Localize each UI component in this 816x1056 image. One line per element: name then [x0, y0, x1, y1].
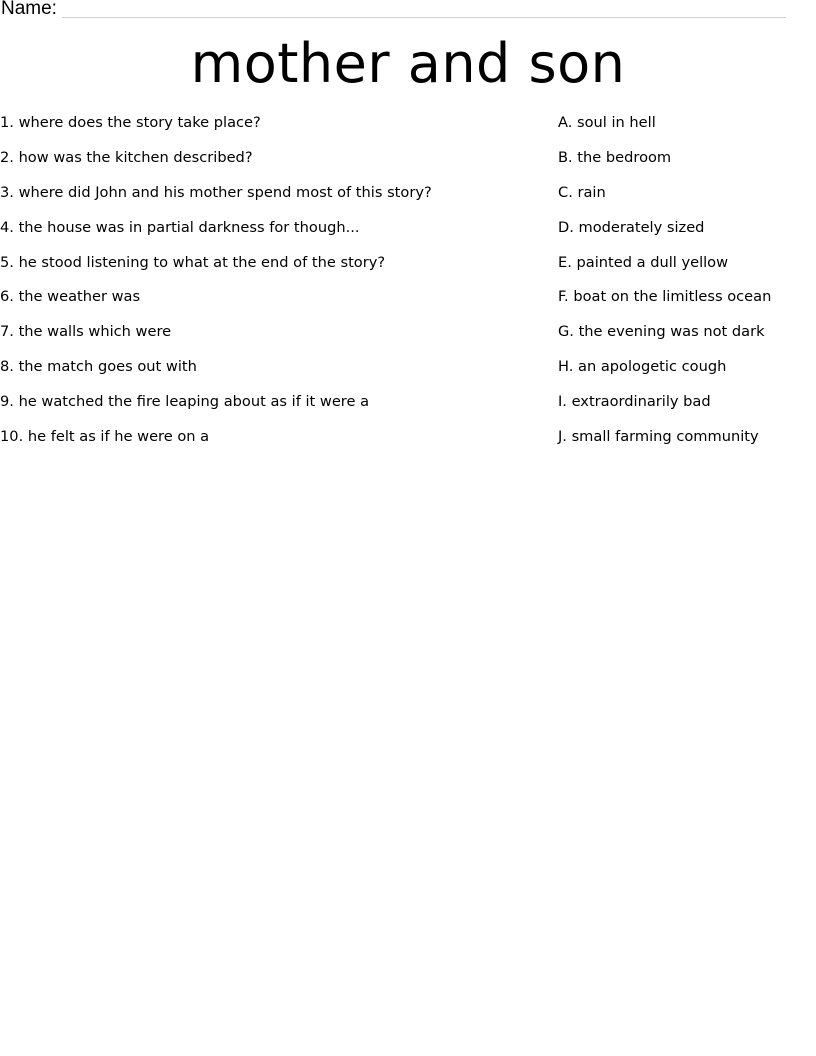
question-item: 4. the house was in partial darkness for though... [0, 218, 360, 236]
answer-item: B. the bedroom [558, 148, 672, 166]
name-input-line[interactable] [62, 17, 786, 18]
question-item: 7. the walls which were [0, 323, 172, 341]
name-row [0, 0, 790, 22]
answer-item: G. the evening was not dark [558, 323, 765, 341]
question-item: 2. how was the kitchen described? [0, 148, 253, 166]
answer-list [558, 112, 812, 461]
question-item: 5. he stood listening to what at the end of the story? [0, 253, 386, 271]
worksheet-title: mother and son [190, 32, 626, 95]
name-label: Name: [1, 0, 57, 19]
question-list [0, 112, 540, 461]
answer-item: J. small farming community [558, 428, 759, 446]
answer-item: I. extraordinarily bad [558, 393, 711, 411]
answer-item: A. soul in hell [558, 114, 656, 131]
question-item: 1. where does the story take place? [0, 114, 261, 131]
answer-item: C. rain [558, 183, 606, 201]
question-item: 3. where did John and his mother spend most of this story? [0, 183, 432, 201]
answer-item: F. boat on the limitless ocean [558, 288, 772, 306]
question-item: 9. he watched the fire leaping about as if it were a [0, 393, 370, 411]
question-item: 10. he felt as if he were on a [0, 428, 210, 446]
answer-item: E. painted a dull yellow [558, 253, 729, 271]
question-item: 6. the weather was [0, 288, 141, 306]
question-item: 8. the match goes out with [0, 358, 197, 376]
answer-item: D. moderately sized [558, 218, 705, 236]
answer-item: H. an apologetic cough [558, 358, 727, 376]
